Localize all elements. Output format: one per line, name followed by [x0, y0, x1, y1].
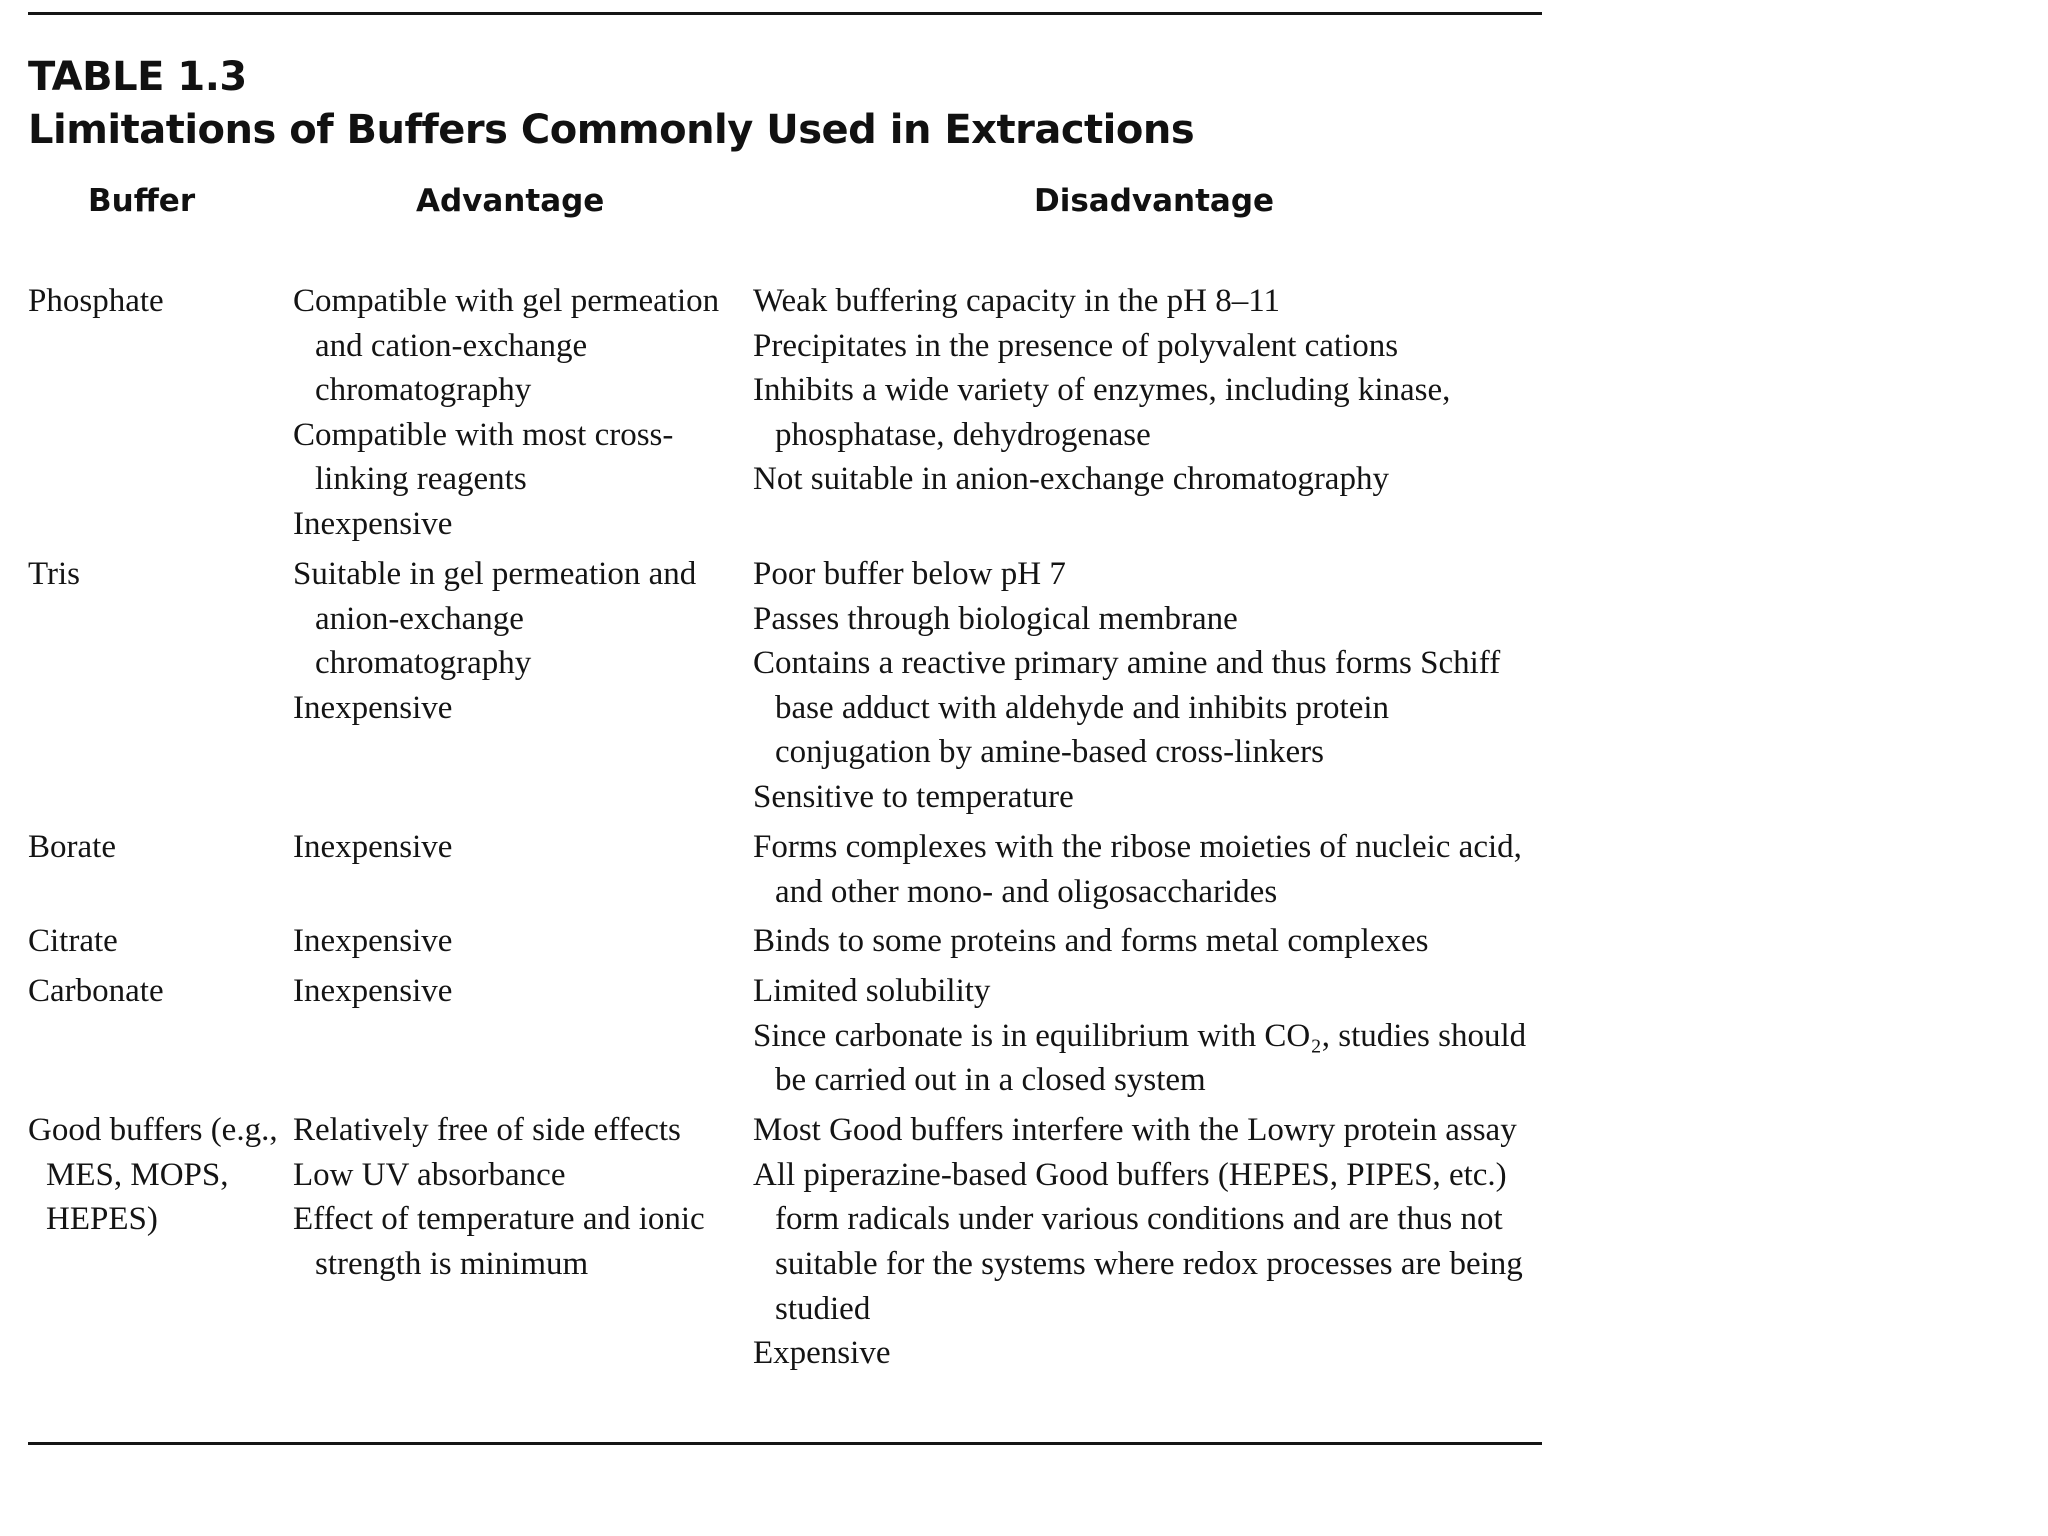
advantage-cell — [293, 969, 733, 1014]
table-label: TABLE 1.3 — [28, 54, 247, 100]
advantage-item: Compatible with most cross-linking reagents — [293, 416, 674, 498]
top-rule — [28, 12, 1542, 15]
table-row — [28, 969, 1542, 1103]
advantage-cell — [293, 1108, 733, 1286]
disadvantage-cell — [753, 552, 1542, 820]
advantage-cell — [293, 279, 733, 547]
buffer-name: Tris — [28, 556, 80, 592]
advantage-item: Inexpensive — [293, 973, 453, 1010]
buffer-cell — [28, 825, 288, 870]
disadvantage-item: Weak buffering capacity in the pH 8–11 — [753, 283, 1281, 319]
advantage-item: Compatible with gel permeation and cation-exchange chromatography — [293, 283, 720, 409]
buffer-cell — [28, 1108, 288, 1242]
table-row — [28, 1108, 1542, 1376]
disadvantage-cell — [753, 279, 1542, 547]
document-page — [28, 12, 1542, 1452]
advantage-item: Inexpensive — [293, 689, 453, 726]
disadvantage-item: Most Good buffers interfere with the Lowry protein assay — [753, 1112, 1517, 1149]
table-body — [28, 279, 1542, 1376]
advantage-item: Inexpensive — [293, 923, 453, 960]
buffer-name: Carbonate — [28, 973, 164, 1010]
advantage-item: Inexpensive — [293, 505, 453, 542]
disadvantage-cell — [753, 969, 1542, 1103]
disadvantage-item: Forms complexes with the ribose moieties of nucleic acid, and other mono- and oligosaccharides — [753, 829, 1522, 910]
table-caption — [28, 51, 1542, 157]
disadvantage-item: Not suitable in anion-exchange chromatography — [753, 461, 1389, 498]
header-buffer: Buffer — [88, 183, 196, 219]
advantage-item: Suitable in gel permeation and anion-exchange chromatography — [293, 556, 697, 682]
column-headers — [28, 183, 1542, 229]
table-row — [28, 919, 1542, 964]
disadvantage-item: Passes through biological membrane — [753, 600, 1238, 637]
advantage-cell — [293, 552, 733, 730]
advantage-item: Low UV absorbance — [293, 1156, 566, 1193]
buffer-cell — [28, 279, 288, 324]
disadvantage-item: All piperazine-based Good buffers (HEPES, PIPES, etc.) form radicals under various conditions and are thus not suitable for the systems where redox processes are being studied — [753, 1156, 1523, 1327]
disadvantage-cell — [753, 1108, 1542, 1376]
disadvantage-cell — [753, 825, 1542, 914]
table-title: Limitations of Buffers Commonly Used in Extractions — [28, 107, 1195, 153]
disadvantage-item: Expensive — [753, 1335, 891, 1372]
buffer-cell — [28, 969, 288, 1014]
buffer-cell — [28, 552, 288, 597]
advantage-item: Effect of temperature and ionic strength is minimum — [293, 1201, 705, 1282]
table-row — [28, 825, 1542, 914]
disadvantage-item: Sensitive to temperature — [753, 778, 1074, 815]
disadvantage-item: Poor buffer below pH 7 — [753, 556, 1066, 592]
header-disadvantage: Disadvantage — [1034, 183, 1275, 219]
buffer-name: Phosphate — [28, 283, 164, 319]
table-row — [28, 279, 1542, 547]
advantage-item: Inexpensive — [293, 829, 453, 865]
buffer-name: Citrate — [28, 923, 118, 960]
disadvantage-cell — [753, 919, 1542, 964]
disadvantage-item: Precipitates in the presence of polyvalent cations — [753, 327, 1399, 364]
header-advantage: Advantage — [416, 183, 605, 219]
disadvantage-item: Inhibits a wide variety of enzymes, including kinase, phosphatase, dehydrogenase — [753, 372, 1451, 453]
buffer-name: Good buffers (e.g., MES, MOPS, HEPES) — [28, 1112, 278, 1238]
advantage-item: Relatively free of side effects — [293, 1112, 681, 1149]
table-row — [28, 552, 1542, 820]
disadvantage-item: Binds to some proteins and forms metal complexes — [753, 923, 1429, 960]
advantage-cell — [293, 919, 733, 964]
buffer-cell — [28, 919, 288, 964]
disadvantage-item: Contains a reactive primary amine and thus forms Schiff base adduct with aldehyde and inhibits protein conjugation by amine-based cross-linkers — [753, 645, 1501, 771]
bottom-rule — [28, 1442, 1542, 1445]
advantage-cell — [293, 825, 733, 870]
disadvantage-item: Limited solubility — [753, 973, 991, 1010]
disadvantage-item: Since carbonate is in equilibrium with CO₂, studies should be carried out in a closed system — [753, 1017, 1527, 1099]
buffer-name: Borate — [28, 829, 116, 865]
